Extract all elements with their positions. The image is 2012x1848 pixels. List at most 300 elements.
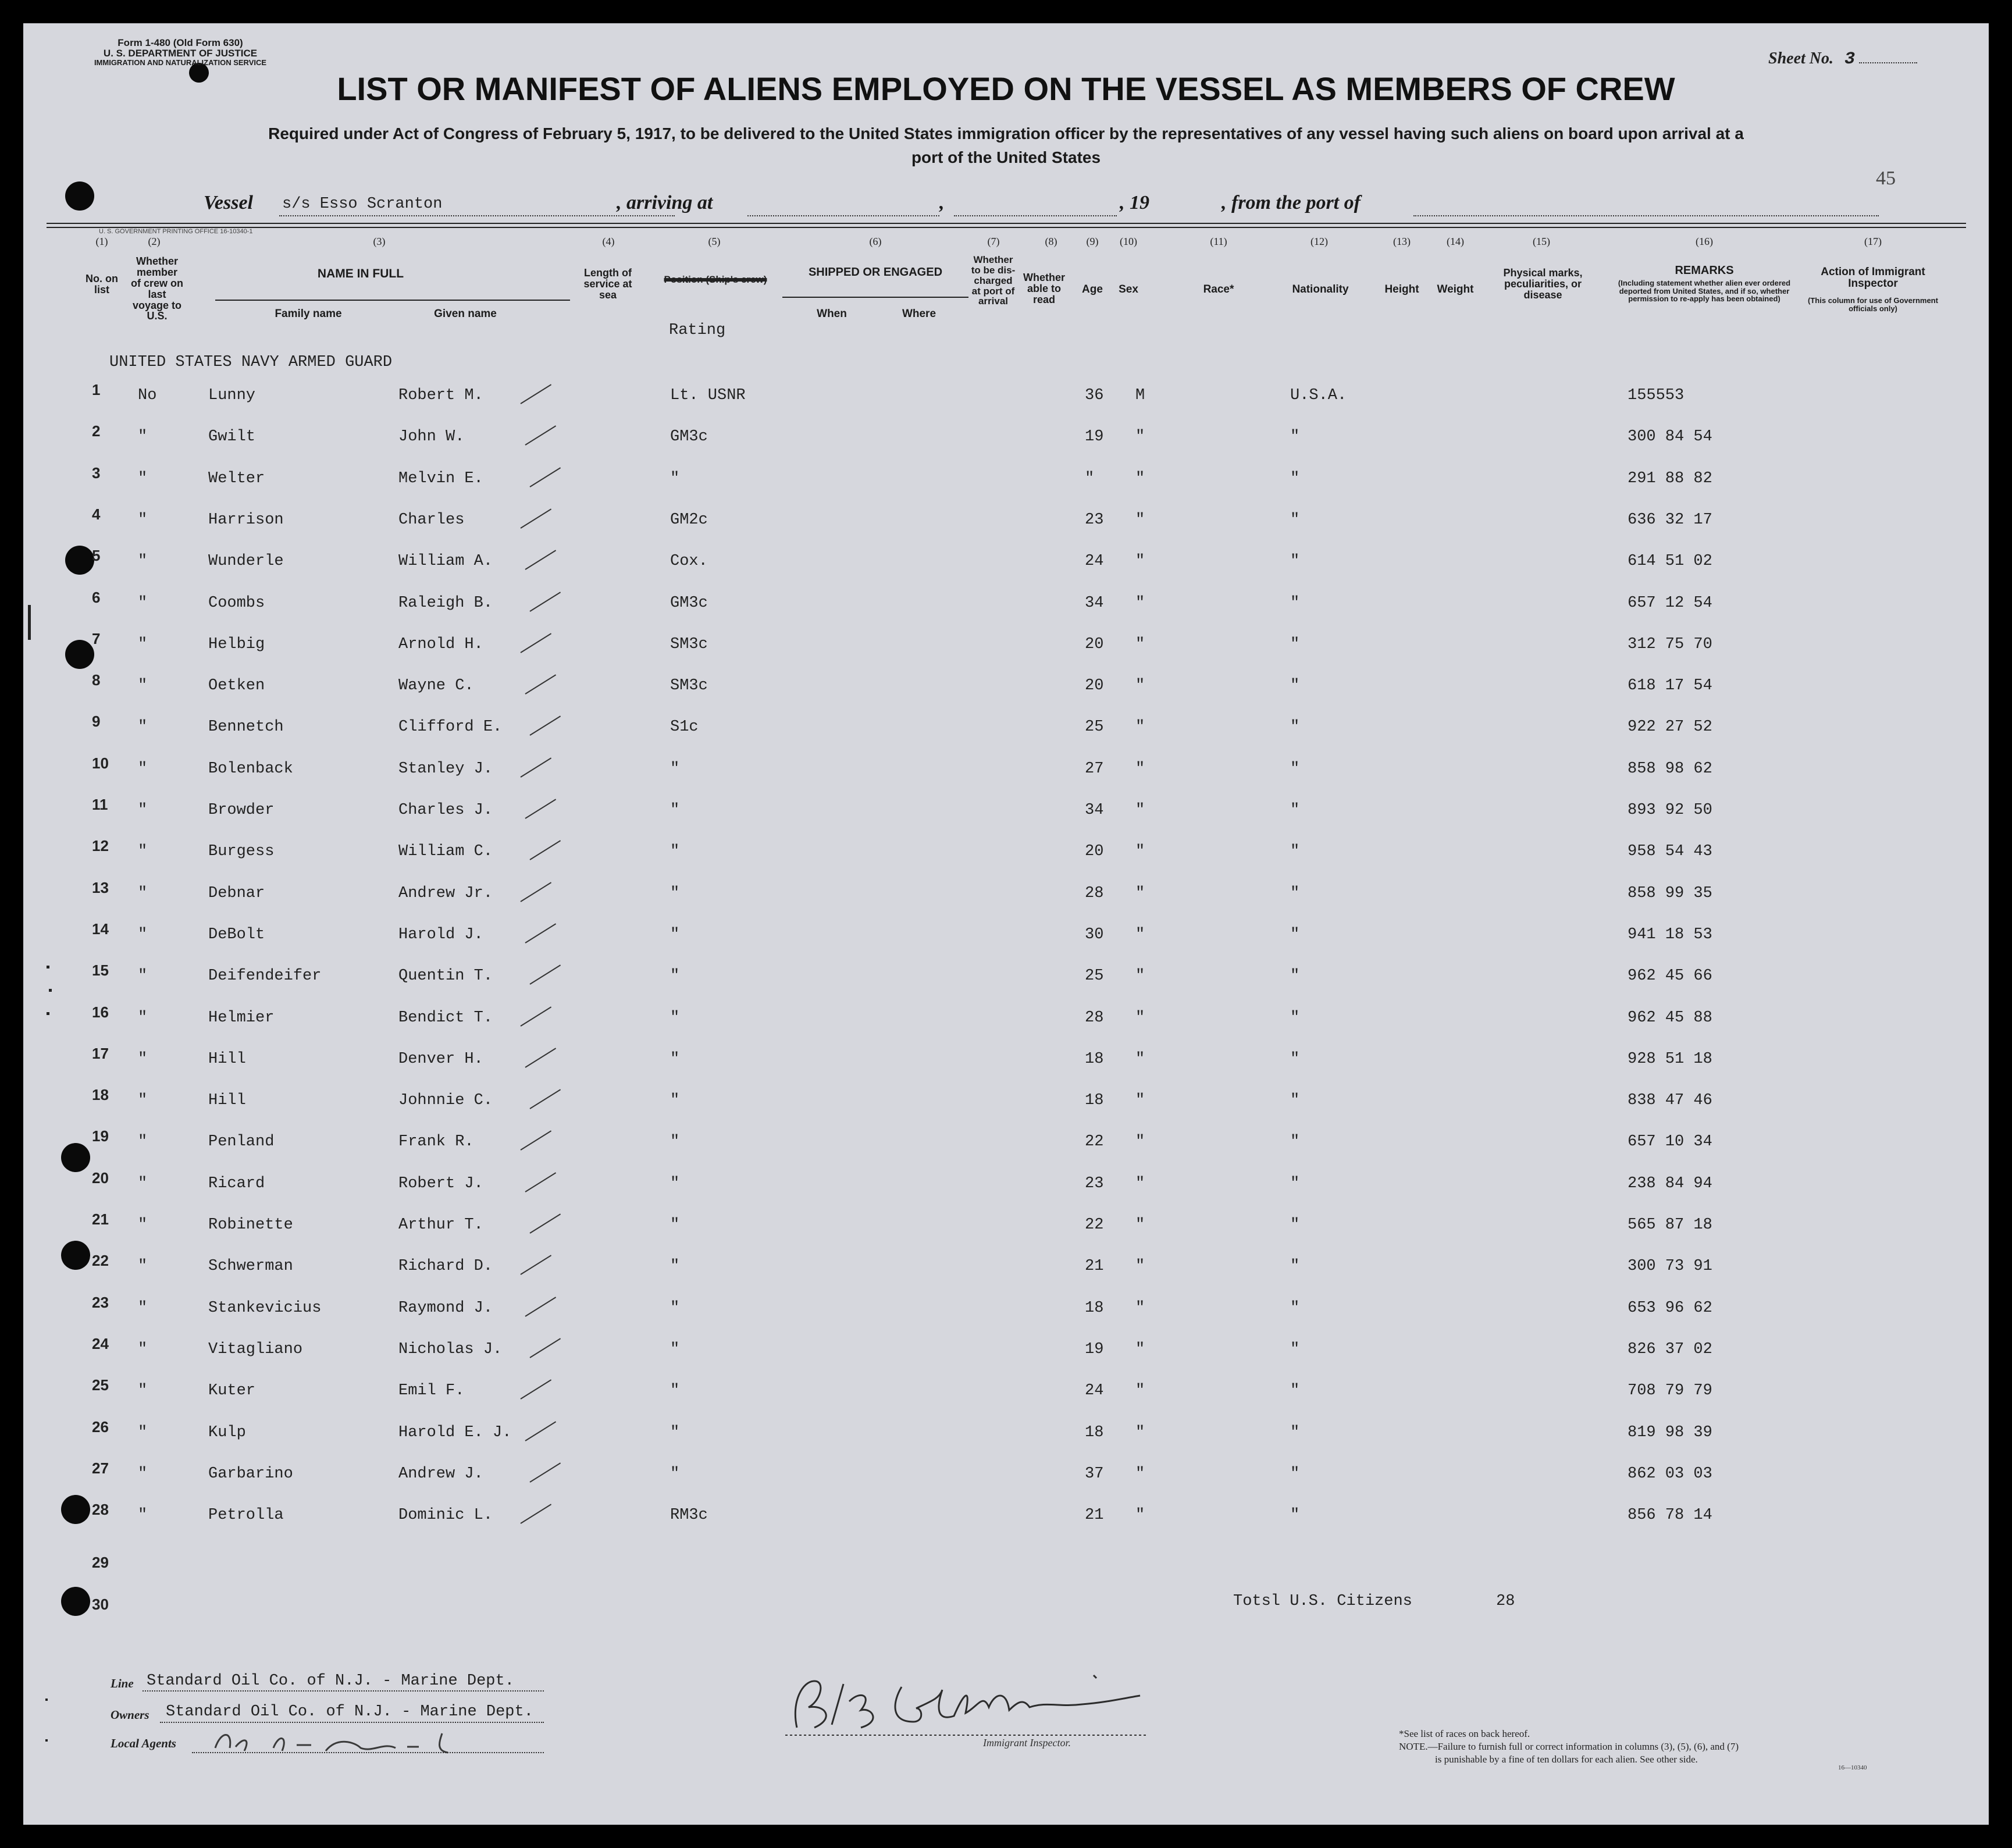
- manifest-title: LIST OR MANIFEST OF ALIENS EMPLOYED ON THE VESSEL AS MEMBERS OF CREW: [337, 70, 1675, 107]
- speck: [45, 1699, 48, 1701]
- remarks-number: 858 99 35: [1628, 884, 1712, 902]
- remarks-number: 312 75 70: [1628, 635, 1712, 653]
- rating: ": [670, 802, 680, 819]
- remarks-number: 708 79 79: [1628, 1382, 1712, 1400]
- nationality: ": [1290, 469, 1300, 487]
- note-races: *See list of races on back hereof.: [1399, 1728, 1530, 1739]
- previous-voyage: No: [138, 387, 157, 404]
- remarks-number: 922 27 52: [1628, 718, 1712, 736]
- sex: ": [1135, 1382, 1145, 1400]
- sex: ": [1135, 925, 1145, 943]
- vessel-line: [204, 192, 1890, 221]
- age: 28: [1085, 1009, 1104, 1027]
- printing-code: U. S. GOVERNMENT PRINTING OFFICE 16-10340-1: [99, 228, 253, 235]
- given-name: Andrew Jr.: [398, 884, 493, 902]
- nationality: ": [1290, 1258, 1300, 1276]
- remarks-number: 962 45 88: [1628, 1009, 1712, 1027]
- rating: ": [670, 1092, 680, 1110]
- row-number: 30: [92, 1595, 109, 1613]
- footer-notes: [1399, 1728, 1922, 1766]
- sex: ": [1135, 760, 1145, 778]
- remarks-number: 858 98 62: [1628, 760, 1712, 778]
- arriving-label: , arriving at: [617, 192, 713, 213]
- remarks-number: 618 17 54: [1628, 677, 1712, 695]
- given-name: Andrew J.: [398, 1465, 483, 1483]
- table-row: [23, 1127, 1989, 1156]
- nationality: ": [1290, 802, 1300, 819]
- header-remarks-note: (Including statement whether alien ever ordered deported from United States, and if so, whether permission to re-apply has been obtained): [1618, 279, 1791, 304]
- remarks-number: 826 37 02: [1628, 1340, 1712, 1358]
- remarks-number: 862 03 03: [1628, 1465, 1712, 1483]
- previous-voyage: ": [138, 1299, 148, 1317]
- header-action-inspector: Action of Immigrant Inspector: [1821, 266, 1925, 290]
- name-header-rule: [215, 300, 570, 301]
- remarks-number: 928 51 18: [1628, 1050, 1712, 1068]
- form-code: 16—10340: [1838, 1764, 1867, 1771]
- age: 18: [1085, 1050, 1104, 1068]
- header-physical-marks: Physical marks, peculiarities, or disease: [1503, 267, 1583, 301]
- nationality: ": [1290, 1133, 1300, 1151]
- table-row: [23, 547, 1989, 576]
- given-name: Denver H.: [398, 1050, 483, 1068]
- table-row: [23, 1595, 1989, 1625]
- nationality: ": [1290, 1174, 1300, 1192]
- age: 23: [1085, 511, 1104, 529]
- table-row: [23, 713, 1989, 742]
- given-name: William C.: [398, 843, 493, 861]
- nationality: ": [1290, 884, 1300, 902]
- rating: ": [670, 1423, 680, 1441]
- sex: ": [1135, 553, 1145, 571]
- header-rating: Rating: [669, 322, 726, 339]
- comma: ,: [939, 192, 945, 213]
- sex: ": [1135, 1009, 1145, 1027]
- previous-voyage: ": [138, 1216, 148, 1234]
- family-name: Hill: [208, 1092, 246, 1110]
- sex: ": [1135, 677, 1145, 695]
- given-name: Richard D.: [398, 1258, 493, 1276]
- nationality: U.S.A.: [1290, 387, 1347, 404]
- family-name: Harrison: [208, 511, 284, 529]
- age: 23: [1085, 1174, 1104, 1192]
- table-row: [23, 1210, 1989, 1240]
- sex: ": [1135, 843, 1145, 861]
- remarks-number: 657 10 34: [1628, 1133, 1712, 1151]
- header-rule: [47, 227, 1966, 228]
- family-name: Penland: [208, 1133, 275, 1151]
- nationality: ": [1290, 553, 1300, 571]
- nationality: ": [1290, 1340, 1300, 1358]
- manifest-subtitle: [111, 122, 1901, 169]
- header-race: Race*: [1203, 283, 1234, 295]
- nationality: ": [1290, 511, 1300, 529]
- previous-voyage: ": [138, 469, 148, 487]
- total-label: Totsl U.S. Citizens: [1233, 1593, 1412, 1610]
- family-name: Stankevicius: [208, 1299, 322, 1317]
- family-name: Welter: [208, 469, 265, 487]
- family-name: Hill: [208, 1050, 246, 1068]
- column-number: (4): [602, 236, 615, 247]
- remarks-number: 300 73 91: [1628, 1258, 1712, 1276]
- table-row: [23, 588, 1989, 618]
- nationality: ": [1290, 1216, 1300, 1234]
- rating: ": [670, 967, 680, 985]
- nationality: ": [1290, 718, 1300, 736]
- age: 20: [1085, 843, 1104, 861]
- family-name: Deifendeifer: [208, 967, 322, 985]
- age: 34: [1085, 802, 1104, 819]
- row-number: 4: [92, 505, 101, 523]
- family-name: Petrolla: [208, 1507, 284, 1525]
- table-row: [23, 1086, 1989, 1115]
- previous-voyage: ": [138, 1340, 148, 1358]
- family-name: Gwilt: [208, 428, 256, 446]
- owners-label: Owners: [111, 1708, 149, 1722]
- nationality: ": [1290, 1465, 1300, 1483]
- previous-voyage: ": [138, 428, 148, 446]
- family-name: Vitagliano: [208, 1340, 303, 1358]
- arriving-field-rule: [747, 215, 939, 216]
- given-name: Dominic L.: [398, 1507, 493, 1525]
- given-name: Wayne C.: [398, 677, 474, 695]
- vessel-name: s/s Esso Scranton: [282, 195, 443, 213]
- nationality: ": [1290, 843, 1300, 861]
- given-name: Quentin T.: [398, 967, 493, 985]
- given-name: Frank R.: [398, 1133, 474, 1151]
- header-where: Where: [902, 308, 936, 320]
- note-fine-cont: is punishable by a fine of ten dollars for each alien. See other side.: [1435, 1754, 1698, 1765]
- header-age: Age: [1082, 283, 1103, 295]
- remarks-number: 893 92 50: [1628, 802, 1712, 819]
- nationality: ": [1290, 635, 1300, 653]
- table-row: [23, 1418, 1989, 1447]
- section-label: UNITED STATES NAVY ARMED GUARD: [109, 354, 393, 371]
- row-number: 27: [92, 1459, 109, 1477]
- age: 18: [1085, 1423, 1104, 1441]
- column-number: (17): [1864, 236, 1882, 247]
- row-number: 28: [92, 1501, 109, 1519]
- previous-voyage: ": [138, 1382, 148, 1400]
- service-name: IMMIGRATION AND NATURALIZATION SERVICE: [94, 58, 267, 67]
- table-row: [23, 1554, 1989, 1583]
- sex: ": [1135, 1465, 1145, 1483]
- sex: ": [1135, 1340, 1145, 1358]
- subtitle-line-2: port of the United States: [911, 148, 1101, 166]
- previous-voyage: ": [138, 635, 148, 653]
- column-number: (15): [1533, 236, 1550, 247]
- previous-voyage: ": [138, 925, 148, 943]
- age: 20: [1085, 677, 1104, 695]
- row-number: 16: [92, 1003, 109, 1021]
- family-name: Lunny: [208, 387, 256, 404]
- sex: ": [1135, 967, 1145, 985]
- rating: ": [670, 884, 680, 902]
- header-weight: Weight: [1437, 283, 1474, 295]
- family-name: Kuter: [208, 1382, 256, 1400]
- age: 27: [1085, 760, 1104, 778]
- previous-voyage: ": [138, 1174, 148, 1192]
- given-name: Arthur T.: [398, 1216, 483, 1234]
- rating: GM2c: [670, 511, 708, 529]
- age: 21: [1085, 1258, 1104, 1276]
- remarks-number: 819 98 39: [1628, 1423, 1712, 1441]
- rating: ": [670, 1258, 680, 1276]
- port-field-rule: [1413, 215, 1879, 216]
- row-number: 9: [92, 713, 101, 731]
- column-number: (6): [869, 236, 882, 247]
- sex: M: [1135, 387, 1145, 404]
- family-name: DeBolt: [208, 925, 265, 943]
- header-previous-voyage: Whether member of crew on last voyage to U.S.: [131, 255, 184, 322]
- given-name: Raleigh B.: [398, 594, 493, 612]
- table-row: [23, 505, 1989, 535]
- table-row: [23, 1334, 1989, 1364]
- row-number: 22: [92, 1252, 109, 1270]
- rating: ": [670, 469, 680, 487]
- given-name: Arnold H.: [398, 635, 483, 653]
- rating: ": [670, 843, 680, 861]
- column-number: (8): [1045, 236, 1057, 247]
- sex: ": [1135, 1258, 1145, 1276]
- previous-voyage: ": [138, 884, 148, 902]
- row-number: 5: [92, 547, 101, 565]
- nationality: ": [1290, 760, 1300, 778]
- column-number: (16): [1696, 236, 1713, 247]
- sex: ": [1135, 469, 1145, 487]
- age: 22: [1085, 1133, 1104, 1151]
- sex: ": [1135, 1092, 1145, 1110]
- note-fine: NOTE.—Failure to furnish full or correct information in columns (3), (5), (6), and (7): [1399, 1741, 1739, 1753]
- row-number: 12: [92, 837, 109, 855]
- family-name: Robinette: [208, 1216, 293, 1234]
- sex: ": [1135, 1216, 1145, 1234]
- sheet-value: 3: [1844, 49, 1856, 69]
- family-name: Wunderle: [208, 553, 284, 571]
- table-row: [23, 422, 1989, 451]
- row-number: 24: [92, 1334, 109, 1352]
- age: 22: [1085, 1216, 1104, 1234]
- column-number: (1): [95, 236, 108, 247]
- given-name: Charles J.: [398, 802, 493, 819]
- age: 19: [1085, 1340, 1104, 1358]
- header-action-note: (This column for use of Government officials only): [1808, 296, 1938, 313]
- age: 25: [1085, 718, 1104, 736]
- column-number: (11): [1210, 236, 1227, 247]
- age: 24: [1085, 1382, 1104, 1400]
- sex: ": [1135, 884, 1145, 902]
- from-port-label: , from the port of: [1222, 192, 1361, 213]
- table-row: [23, 1459, 1989, 1489]
- rating: RM3c: [670, 1507, 708, 1525]
- previous-voyage: ": [138, 802, 148, 819]
- age: 18: [1085, 1299, 1104, 1317]
- family-name: Coombs: [208, 594, 265, 612]
- given-name: Emil F.: [398, 1382, 465, 1400]
- row-number: 13: [92, 878, 109, 896]
- remarks-number: 155553: [1628, 387, 1685, 404]
- table-row: [23, 837, 1989, 866]
- rating: ": [670, 1340, 680, 1358]
- sex: ": [1135, 1423, 1145, 1441]
- sex: ": [1135, 594, 1145, 612]
- department-name: U. S. DEPARTMENT OF JUSTICE: [103, 47, 258, 59]
- rating: S1c: [670, 718, 699, 736]
- nationality: ": [1290, 1423, 1300, 1441]
- header-nationality: Nationality: [1292, 283, 1349, 295]
- remarks-number: 657 12 54: [1628, 594, 1712, 612]
- given-name: Stanley J.: [398, 760, 493, 778]
- header-when: When: [817, 308, 847, 320]
- date-field-rule: [954, 215, 1117, 216]
- family-name: Oetken: [208, 677, 265, 695]
- previous-voyage: ": [138, 1050, 148, 1068]
- given-name: William A.: [398, 553, 493, 571]
- row-number: 20: [92, 1169, 109, 1187]
- previous-voyage: ": [138, 553, 148, 571]
- shipped-header-rule: [782, 297, 968, 298]
- header-sex: Sex: [1119, 283, 1138, 295]
- previous-voyage: ": [138, 1009, 148, 1027]
- header-family-name: Family name: [275, 308, 342, 320]
- table-row: [23, 671, 1989, 700]
- family-name: Ricard: [208, 1174, 265, 1192]
- nationality: ": [1290, 1092, 1300, 1110]
- given-name: Melvin E.: [398, 469, 483, 487]
- given-name: Raymond J.: [398, 1299, 493, 1317]
- agency-block: [70, 38, 291, 66]
- rating: ": [670, 1133, 680, 1151]
- family-name: Helmier: [208, 1009, 275, 1027]
- remarks-number: 653 96 62: [1628, 1299, 1712, 1317]
- previous-voyage: ": [138, 677, 148, 695]
- nationality: ": [1290, 1050, 1300, 1068]
- year-label: , 19: [1120, 192, 1149, 213]
- row-number: 14: [92, 920, 109, 938]
- total-value: 28: [1496, 1593, 1515, 1610]
- sex: ": [1135, 802, 1145, 819]
- remarks-number: 941 18 53: [1628, 925, 1712, 943]
- line-value: Standard Oil Co. of N.J. - Marine Dept.: [147, 1672, 514, 1690]
- rating: ": [670, 1216, 680, 1234]
- header-no-on-list: No. on list: [86, 273, 118, 295]
- rating: ": [670, 925, 680, 943]
- sex: ": [1135, 428, 1145, 446]
- given-name: Bendict T.: [398, 1009, 493, 1027]
- age: ": [1085, 469, 1095, 487]
- nationality: ": [1290, 1382, 1300, 1400]
- sex: ": [1135, 1050, 1145, 1068]
- table-row: [23, 1169, 1989, 1198]
- owners-rule: [160, 1722, 544, 1723]
- page-mark: 45: [1876, 168, 1896, 189]
- table-row: [23, 1044, 1989, 1074]
- family-name: Bennetch: [208, 718, 284, 736]
- row-number: 7: [92, 629, 101, 647]
- manifest-sheet: [23, 23, 1989, 1825]
- sex: ": [1135, 1507, 1145, 1525]
- age: 34: [1085, 594, 1104, 612]
- inspector-label: Immigrant Inspector.: [983, 1737, 1071, 1749]
- rating: SM3c: [670, 677, 708, 695]
- header-discharged: Whether to be dis-charged at port of arrival: [971, 254, 1016, 307]
- family-name: Helbig: [208, 635, 265, 653]
- row-number: 21: [92, 1210, 109, 1228]
- header-position-struck: Position (Ship's crew): [664, 274, 767, 285]
- header-shipped-engaged: SHIPPED OR ENGAGED: [808, 266, 943, 279]
- inspector-signature: [779, 1667, 1152, 1742]
- given-name: Johnnie C.: [398, 1092, 493, 1110]
- row-number: 25: [92, 1376, 109, 1394]
- form-number: Form 1-480 (Old Form 630): [117, 37, 243, 48]
- row-number: 15: [92, 962, 109, 980]
- sex: ": [1135, 1174, 1145, 1192]
- column-number: (13): [1393, 236, 1411, 247]
- sex: ": [1135, 635, 1145, 653]
- vessel-field-rule: [279, 215, 675, 216]
- remarks-number: 614 51 02: [1628, 553, 1712, 571]
- given-name: Clifford E.: [398, 718, 503, 736]
- rating: ": [670, 1174, 680, 1192]
- row-number: 18: [92, 1086, 109, 1104]
- nationality: ": [1290, 1299, 1300, 1317]
- family-name: Garbarino: [208, 1465, 293, 1483]
- column-number: (9): [1086, 236, 1099, 247]
- family-name: Bolenback: [208, 760, 293, 778]
- row-number: 23: [92, 1293, 109, 1311]
- given-name: Charles: [398, 511, 465, 529]
- rating: SM3c: [670, 635, 708, 653]
- table-row: [23, 464, 1989, 493]
- header-rule: [47, 223, 1966, 224]
- age: 37: [1085, 1465, 1104, 1483]
- table-row: [23, 878, 1989, 908]
- age: 20: [1085, 635, 1104, 653]
- line-rule: [143, 1690, 544, 1692]
- column-number: (10): [1120, 236, 1137, 247]
- nationality: ": [1290, 925, 1300, 943]
- age: 21: [1085, 1507, 1104, 1525]
- previous-voyage: ": [138, 1092, 148, 1110]
- given-name: Robert M.: [398, 387, 483, 404]
- family-name: Browder: [208, 802, 275, 819]
- column-number: (2): [148, 236, 161, 247]
- sheet-label: Sheet No.: [1768, 49, 1833, 67]
- age: 30: [1085, 925, 1104, 943]
- nationality: ": [1290, 1507, 1300, 1525]
- row-number: 11: [92, 796, 108, 813]
- table-row: [23, 796, 1989, 825]
- rating: GM3c: [670, 594, 708, 612]
- family-name: Kulp: [208, 1423, 246, 1441]
- header-name-in-full: NAME IN FULL: [317, 267, 404, 280]
- table-row: [23, 920, 1989, 949]
- row-number: 10: [92, 754, 109, 772]
- table-row: [23, 629, 1989, 659]
- sex: ": [1135, 1133, 1145, 1151]
- remarks-number: 565 87 18: [1628, 1216, 1712, 1234]
- given-name: John W.: [398, 428, 465, 446]
- speck: [45, 1739, 48, 1742]
- header-given-name: Given name: [434, 308, 497, 320]
- table-row: [23, 381, 1989, 410]
- given-name: Nicholas J.: [398, 1340, 503, 1358]
- table-row: [23, 754, 1989, 784]
- previous-voyage: ": [138, 967, 148, 985]
- age: 24: [1085, 553, 1104, 571]
- row-number: 19: [92, 1127, 109, 1145]
- sheet-number: [1768, 49, 1917, 69]
- remarks-number: 856 78 14: [1628, 1507, 1712, 1525]
